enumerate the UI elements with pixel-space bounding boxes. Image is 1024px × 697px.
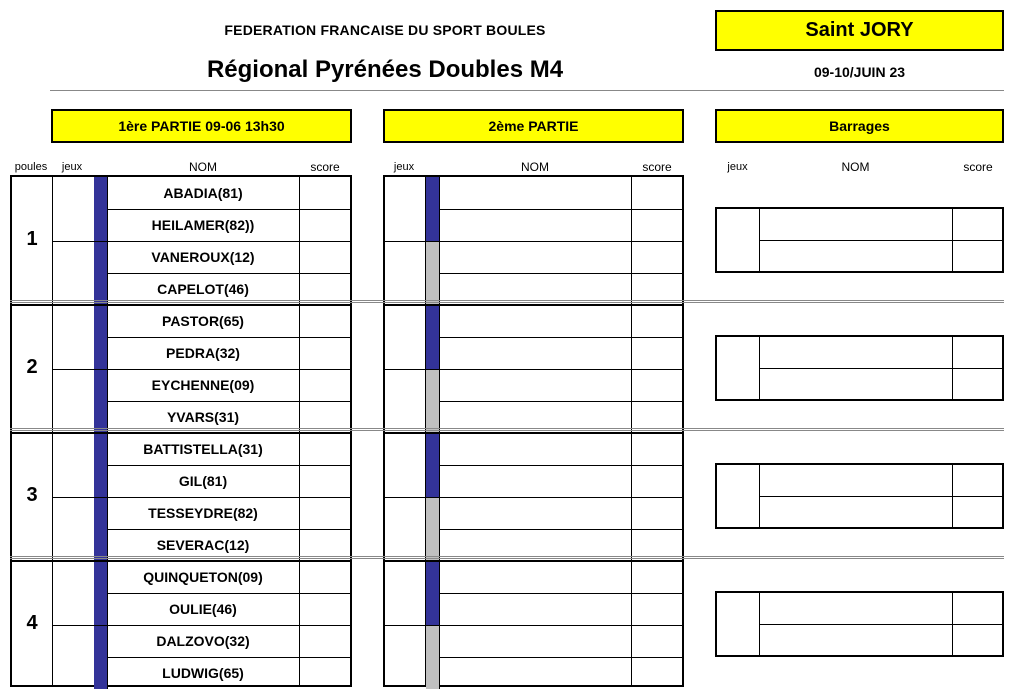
player-name: VANEROUX(12)	[151, 249, 255, 265]
partie1-header	[51, 109, 352, 143]
col-poules: poules	[14, 161, 48, 173]
player-name: GIL(81)	[178, 473, 228, 489]
row-line	[107, 465, 350, 466]
row-line	[759, 624, 1002, 625]
row-line	[439, 529, 682, 530]
event-title: Régional Pyrénées Doubles M4	[206, 56, 564, 83]
row-line	[439, 273, 682, 274]
barrage-box	[715, 463, 1004, 529]
poule-separator	[385, 560, 682, 562]
team-bar	[426, 433, 439, 497]
poule-number: 3	[26, 484, 38, 506]
player-name: YVARS(31)	[166, 409, 240, 425]
row-line	[759, 240, 1002, 241]
col-score-barrages: score	[963, 160, 993, 174]
row-line	[52, 369, 350, 370]
partie1-grid	[10, 175, 352, 687]
col-jeux-2: jeux	[393, 161, 415, 173]
col-nom-barrages: NOM	[841, 160, 870, 174]
poule-number: 1	[26, 228, 38, 250]
row-line	[52, 241, 350, 242]
barrage-box	[715, 207, 1004, 273]
row-line	[439, 657, 682, 658]
poule-separator	[12, 304, 350, 306]
barrage-box	[715, 335, 1004, 401]
barrages-header	[715, 109, 1004, 143]
row-line	[759, 368, 1002, 369]
player-name: CAPELOT(46)	[157, 281, 249, 297]
team-bar	[426, 305, 439, 369]
col-jeux-barrages: jeux	[727, 161, 748, 173]
row-line	[439, 209, 682, 210]
federation-name: FEDERATION FRANCAISE DU SPORT BOULES	[224, 22, 546, 38]
col-score-1: score	[310, 160, 340, 174]
row-line	[759, 496, 1002, 497]
poule-divider	[10, 556, 1004, 559]
team-bar	[426, 625, 439, 689]
partie2-grid	[383, 175, 684, 687]
grid-line	[52, 177, 53, 685]
row-line	[107, 273, 350, 274]
player-name: OULIE(46)	[169, 601, 237, 617]
poule-separator	[385, 432, 682, 434]
grid-line	[631, 177, 632, 685]
row-line	[439, 465, 682, 466]
row-line	[385, 369, 682, 370]
col-jeux-1: jeux	[61, 161, 83, 173]
player-name: HEILAMER(82))	[151, 217, 255, 233]
row-line	[385, 497, 682, 498]
player-name: ABADIA(81)	[163, 185, 243, 201]
poule-separator	[12, 432, 350, 434]
poule-separator	[385, 304, 682, 306]
row-line	[107, 401, 350, 402]
barrage-box	[715, 591, 1004, 657]
row-line	[107, 593, 350, 594]
row-line	[385, 625, 682, 626]
header-divider	[50, 90, 1004, 91]
player-name: PASTOR(65)	[162, 313, 244, 329]
row-line	[107, 337, 350, 338]
col-score-2: score	[642, 160, 672, 174]
player-name: PEDRA(32)	[166, 345, 240, 361]
player-name: QUINQUETON(09)	[143, 569, 263, 585]
venue-box	[715, 10, 1004, 51]
team-bar	[426, 561, 439, 625]
event-date: 09-10/JUIN 23	[813, 64, 906, 80]
row-line	[107, 209, 350, 210]
partie1-label: 1ère PARTIE 09-06 13h30	[118, 118, 285, 134]
row-line	[439, 401, 682, 402]
partie2-label: 2ème PARTIE	[488, 118, 579, 134]
player-name: EYCHENNE(09)	[151, 377, 255, 393]
player-name: DALZOVO(32)	[156, 633, 250, 649]
poule-divider	[10, 428, 1004, 431]
row-line	[107, 529, 350, 530]
team-bar	[426, 177, 439, 241]
row-line	[439, 593, 682, 594]
player-name: SEVERAC(12)	[156, 537, 250, 553]
row-line	[52, 497, 350, 498]
venue-label: Saint JORY	[805, 19, 914, 41]
poule-number: 4	[26, 612, 38, 634]
row-line	[52, 625, 350, 626]
col-nom-2: NOM	[521, 160, 549, 174]
poule-number: 2	[26, 356, 38, 378]
team-bar	[426, 241, 439, 305]
row-line	[107, 657, 350, 658]
player-name: TESSEYDRE(82)	[148, 505, 258, 521]
poule-separator	[12, 560, 350, 562]
barrages-label: Barrages	[829, 118, 890, 134]
player-name: BATTISTELLA(31)	[143, 441, 263, 457]
team-bar	[426, 497, 439, 561]
row-line	[385, 241, 682, 242]
poule-divider	[10, 300, 1004, 303]
player-name: LUDWIG(65)	[162, 665, 244, 681]
col-nom-1: NOM	[189, 160, 217, 174]
partie2-header	[383, 109, 684, 143]
team-bar	[426, 369, 439, 433]
row-line	[439, 337, 682, 338]
grid-line	[299, 177, 300, 685]
